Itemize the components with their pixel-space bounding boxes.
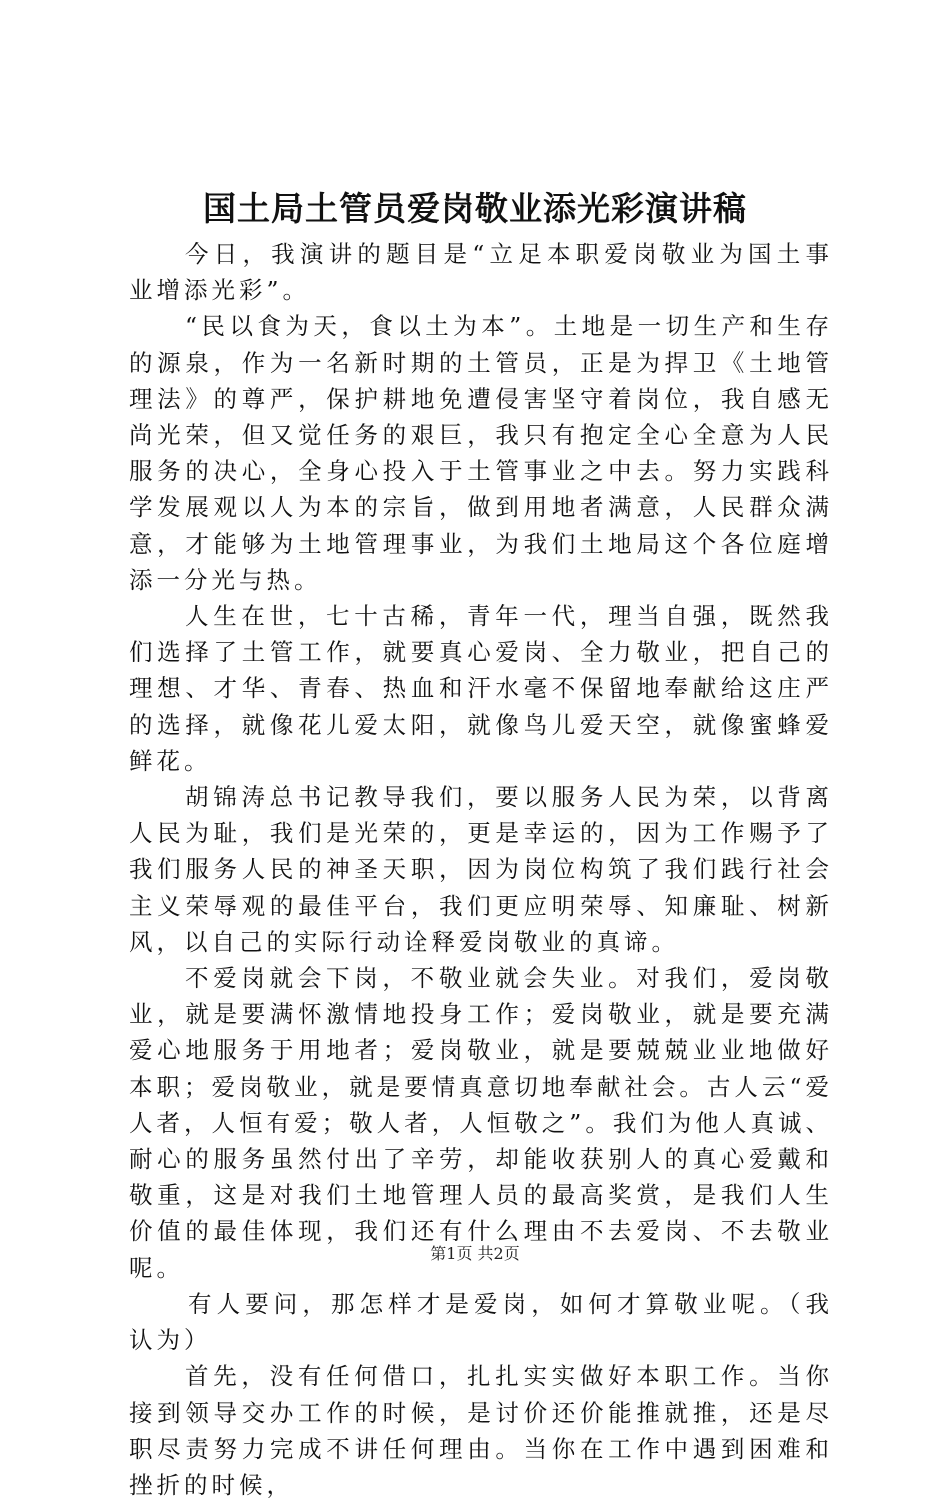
paragraph-3: 人生在世，七十古稀，青年一代，理当自强，既然我们选择了土管工作，就要真心爱岗、全力敬业，把自己的理想、才华、青春、热血和汗水毫不保留地奉献给这庄严的选择，就像花儿爱太阳，就像鸟儿爱天空，就像蜜蜂爱鲜花。 <box>129 602 833 775</box>
document-title: 国土局土管员爱岗敬业添光彩演讲稿 <box>203 189 747 228</box>
paragraph-5: 不爱岗就会下岗，不敬业就会失业。对我们，爱岗敬业，就是要满怀激情地投身工作；爱岗敬业，就是要充满爱心地服务于用地者；爱岗敬业，就是要兢兢业业地做好本职；爱岗敬业，就是要情真意切地奉献社会。古人云“爱人者，人恒有爱；敬人者，人恒敬之”。我们为他人真诚、耐心的服务虽然付出了辛劳，却能收获别人的真心爱戴和敬重，这是对我们土地管理人员的最高奖赏，是我们人生价值的最佳体现，我们还有什么理由不去爱岗、不去敬业呢。 <box>129 964 833 1282</box>
page-footer: 第1页 共2页 <box>430 1244 520 1263</box>
paragraph-6: 有人要问，那怎样才是爱岗，如何才算敬业呢。（我认为） <box>129 1289 833 1355</box>
document-body <box>129 236 833 1503</box>
paragraph-7: 首先，没有任何借口，扎扎实实做好本职工作。当你接到领导交办工作的时候，是讨价还价能推就推，还是尽职尽责努力完成不讲任何理由。当你在工作中遇到困难和挫折的时候， <box>129 1362 833 1499</box>
paragraph-4: 胡锦涛总书记教导我们，要以服务人民为荣，以背离人民为耻，我们是光荣的，更是幸运的，因为工作赐予了我们服务人民的神圣天职，因为岗位构筑了我们践行社会主义荣辱观的最佳平台，我们更应明荣辱、知廉耻、树新风，以自己的实际行动诠释爱岗敬业的真谛。 <box>129 783 833 956</box>
paragraph-2: “民以食为天，食以土为本”。土地是一切生产和生存的源泉，作为一名新时期的土管员，正是为捍卫《土地管理法》的尊严，保护耕地免遭侵害坚守着岗位，我自感无尚光荣，但又觉任务的艰巨，我只有抱定全心全意为人民服务的决心，全身心投入于土管事业之中去。努力实践科学发展观以人为本的宗旨，做到用地者满意，人民群众满意，才能够为土地管理事业，为我们土地局这个各位庭增添一分光与热。 <box>129 312 833 594</box>
paragraph-1: 今日，我演讲的题目是“立足本职爱岗敬业为国土事业增添光彩”。 <box>129 240 833 305</box>
